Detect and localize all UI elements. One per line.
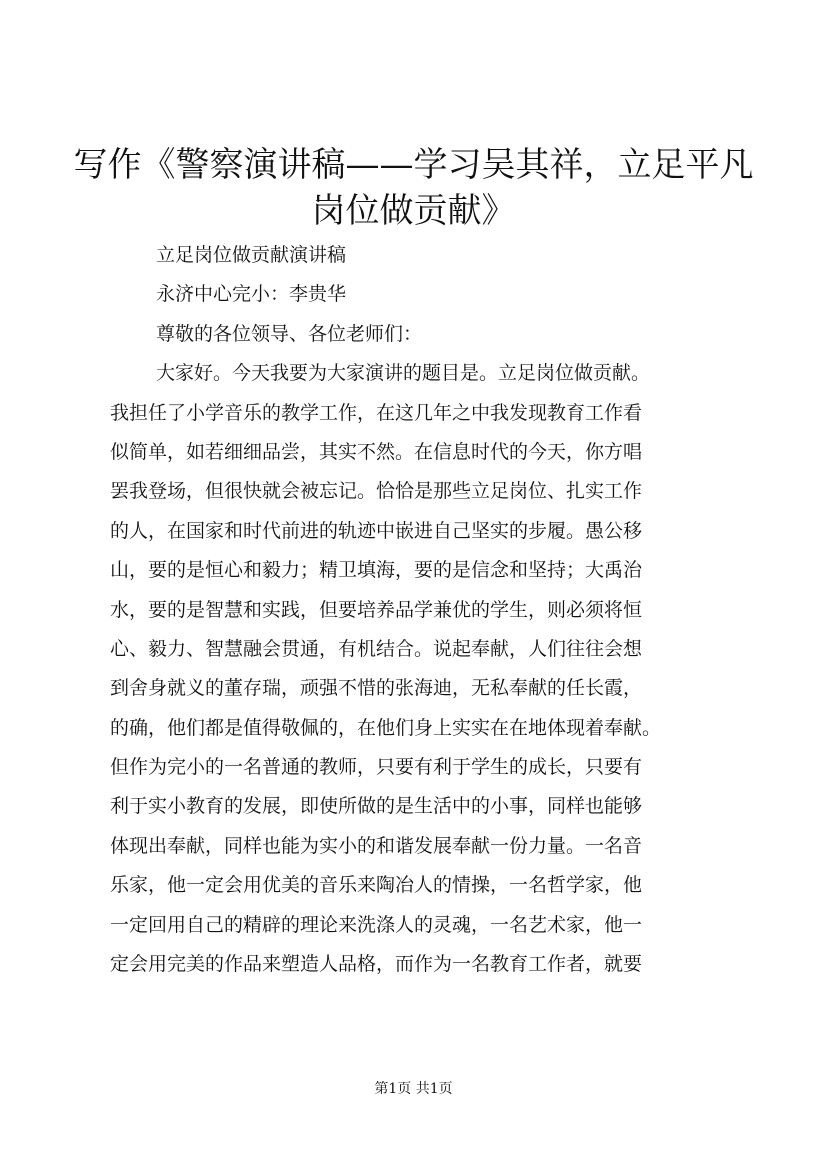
text-line: 乐家，他一定会用优美的音乐来陶冶人的情操，一名哲学家，他 (110, 874, 643, 897)
text-line: 体现出奉献，同样也能为实小的和谐发展奉献一份力量。一名音 (110, 834, 643, 857)
text-line: 山，要的是恒心和毅力；精卫填海，要的是信念和坚持；大禹治 (110, 559, 643, 582)
text-line: 大家好。今天我要为大家演讲的题目是。立足岗位做贡献。 (156, 362, 651, 385)
title-line-2: 岗位做贡献》 (311, 191, 516, 231)
text-line: 利于实小教育的发展，即使所做的是生活中的小事，同样也能够 (110, 795, 643, 818)
title-line-1: 写作《警察演讲稿——学习吴其祥，立足平凡 (73, 145, 754, 185)
text-line: 心、毅力、智慧融会贯通，有机结合。说起奉献，人们往往会想 (110, 637, 643, 660)
text-line: 罢我登场，但很快就会被忘记。恰恰是那些立足岗位、扎实工作 (110, 480, 643, 503)
text-line: 立足岗位做贡献演讲稿 (156, 244, 347, 266)
text-line: 一定回用自己的精辟的理论来洗涤人的灵魂，一名艺术家，他一 (110, 913, 643, 936)
text-line: 定会用完美的作品来塑造人品格，而作为一名教育工作者，就要 (110, 953, 643, 976)
page-footer: 第1页 共1页 (374, 1081, 453, 1097)
text-line: 我担任了小学音乐的教学工作，在这几年之中我发现教育工作看 (110, 401, 643, 424)
text-line: 但作为完小的一名普通的教师，只要有利于学生的成长，只要有 (110, 756, 643, 779)
document-body (110, 236, 710, 984)
document-title (60, 142, 767, 234)
text-line: 水，要的是智慧和实践，但要培养品学兼优的学生，则必须将恒 (110, 598, 643, 621)
text-line: 尊敬的各位领导、各位老师们： (156, 322, 423, 345)
text-line: 的确，他们都是值得敬佩的，在他们身上实实在在地体现着奉献。 (110, 716, 662, 739)
text-line: 到舍身就义的董存瑞，顽强不惜的张海迪，无私奉献的任长霞， (110, 677, 643, 700)
text-line: 的人，在国家和时代前进的轨迹中嵌进自己坚实的步履。愚公移 (110, 519, 643, 542)
text-line: 永济中心完小：李贵华 (156, 283, 347, 306)
text-line: 似简单，如若细细品尝，其实不然。在信息时代的今天，你方唱 (110, 440, 643, 463)
